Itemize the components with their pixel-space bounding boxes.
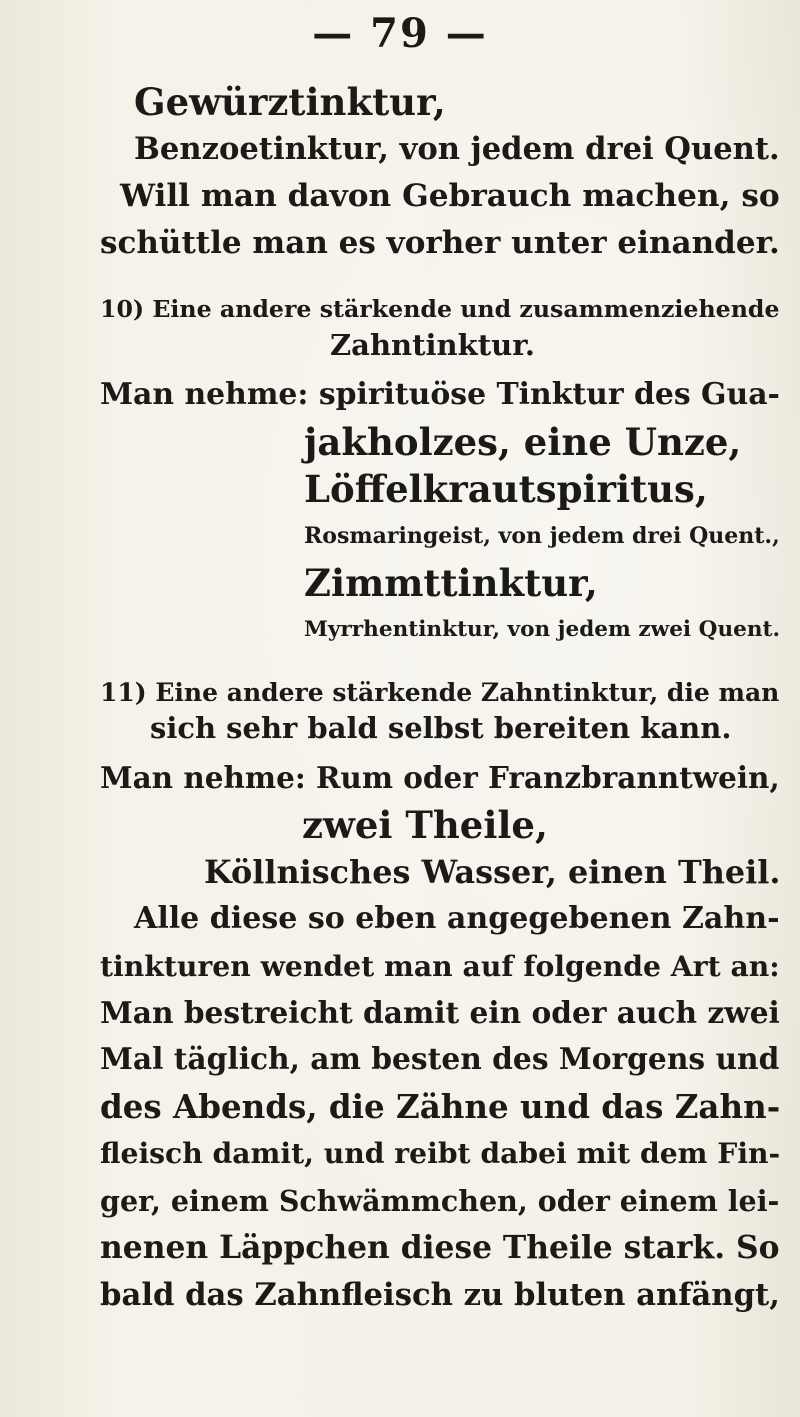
text-line: Gewürztinktur, bbox=[134, 80, 446, 124]
section-heading-cont: Zahntinktur. bbox=[330, 328, 535, 362]
text-line: des Abends, die Zähne und das Zahn- bbox=[100, 1087, 781, 1126]
text-line: ger, einem Schwämmchen, oder einem lei- bbox=[100, 1184, 780, 1218]
section-heading-cont: sich sehr bald selbst bereiten kann. bbox=[150, 711, 732, 745]
section-heading: 11) Eine andere stärkende Zahntinktur, die man bbox=[100, 677, 780, 707]
text-line: Alle diese so eben angegebenen Zahn- bbox=[134, 901, 780, 936]
text-line: jakholzes, eine Unze, bbox=[304, 420, 742, 464]
text-line: Man nehme: spirituöse Tinktur des Gua- bbox=[100, 377, 780, 412]
text-line: fleisch damit, und reibt dabei mit dem Fin- bbox=[100, 1137, 781, 1170]
text-line: bald das Zahnfleisch zu bluten anfängt, bbox=[100, 1277, 780, 1313]
text-line: Man bestreicht damit ein oder auch zwei bbox=[100, 995, 780, 1030]
text-line: schüttle man es vorher unter einander. bbox=[100, 225, 780, 261]
text-line: Man nehme: Rum oder Franzbranntwein, bbox=[100, 760, 780, 795]
text-line: Myrrhentinktur, von jedem zwei Quent. bbox=[304, 617, 781, 642]
text-line: zwei Theile, bbox=[302, 803, 548, 847]
section-heading: 10) Eine andere stärkende und zusammenziehende bbox=[100, 295, 780, 323]
page-number: — 79 — bbox=[312, 10, 488, 57]
text-line: Benzoetinktur, von jedem drei Quent. bbox=[134, 131, 780, 167]
text-line: Köllnisches Wasser, einen Theil. bbox=[204, 853, 781, 891]
text-line: Zimmttinktur, bbox=[304, 561, 598, 605]
text-line: tinkturen wendet man auf folgende Art an: bbox=[100, 949, 780, 983]
text-line: nenen Läppchen diese Theile stark. So bbox=[100, 1230, 780, 1266]
text-line: Mal täglich, am besten des Morgens und bbox=[100, 1042, 780, 1077]
text-line: Will man davon Gebrauch machen, so bbox=[120, 178, 780, 214]
text-line: Rosmaringeist, von jedem drei Quent., bbox=[304, 523, 780, 549]
text-line: Löffelkrautspiritus, bbox=[304, 467, 708, 511]
